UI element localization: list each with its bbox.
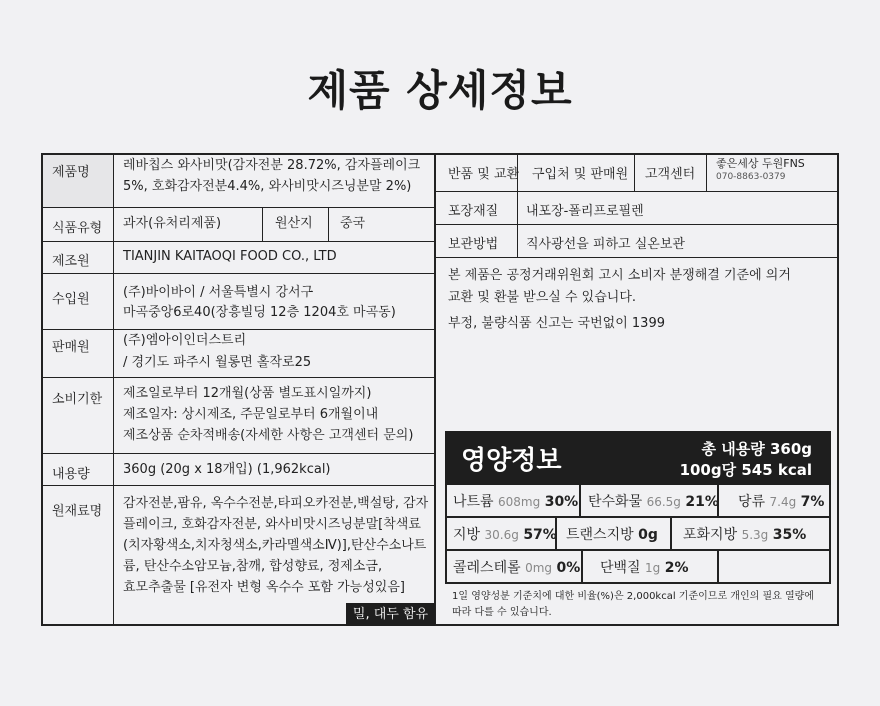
- origin-label: 원산지: [275, 216, 313, 231]
- nutrition-footnote-line-2: 따라 다를 수 있습니다.: [452, 607, 552, 618]
- nutrient-pct: 2%: [664, 560, 689, 576]
- nutrient-pct: 0g: [638, 527, 658, 543]
- nutrient-name: 콜레스테롤: [453, 560, 521, 576]
- nutrient-cholesterol: [453, 557, 580, 577]
- nutrient-amount: 608mg: [498, 495, 541, 509]
- customer-center-name: 좋은세상 두원FNS: [716, 157, 805, 170]
- nutrient-trans-fat: [566, 524, 658, 544]
- origin-value: 중국: [340, 216, 366, 231]
- nutrient-name: 지방: [453, 527, 481, 543]
- notice-line-2: 교환 및 환불 받으실 수 있습니다.: [448, 290, 637, 305]
- expiry-line-3: 제조상품 순차적배송(자세한 사항은 고객센터 문의): [123, 428, 414, 443]
- nutrient-sodium: [453, 491, 578, 511]
- nutrient-pct: 7%: [800, 494, 825, 510]
- importer-label: 수입원: [52, 292, 90, 307]
- nutrition-total: 총 내용량 360g: [701, 440, 812, 458]
- nutrient-name: 트랜스지방: [566, 527, 634, 543]
- allergen-badge: 밀, 대두 함유: [346, 603, 435, 626]
- expiry-line-2: 제조일자: 상시제조, 주문일로부터 6개월이내: [123, 407, 379, 422]
- ingredients-line-1: 감자전분,팜유, 옥수수전분,타피오카전분,백설탕, 감자: [123, 496, 429, 511]
- nutrient-sugars: [738, 491, 824, 511]
- seller-label: 판매원: [52, 340, 90, 355]
- food-type-value: 과자(유처리제품): [123, 216, 222, 231]
- nutrient-amount: 7.4g: [769, 495, 797, 509]
- returns-label: 반품 및 교환: [448, 167, 520, 182]
- returns-place: 구입처 및 판매원: [532, 167, 629, 182]
- ingredients-line-3: (치자황색소,치자청색소,카라멜색소Ⅳ)],탄산수소나트: [123, 538, 427, 553]
- nutrition-per: 100g당 545 kcal: [679, 461, 812, 479]
- customer-center-phone: 070-8863-0379: [716, 172, 786, 182]
- nutrient-amount: 66.5g: [646, 495, 681, 509]
- seller-line-2: / 경기도 파주시 월롱면 홀작로25: [123, 355, 312, 370]
- nutrient-pct: 30%: [544, 494, 579, 510]
- manufacturer-value: TIANJIN KAITAOQI FOOD CO., LTD: [123, 249, 337, 264]
- content-label: 내용량: [52, 467, 90, 482]
- nutrient-saturated-fat: [683, 524, 806, 544]
- nutrient-pct: 0%: [556, 560, 581, 576]
- nutrient-pct: 35%: [772, 527, 807, 543]
- storage-value: 직사광선을 피하고 실온보관: [526, 237, 685, 252]
- ingredients-label: 원재료명: [52, 504, 103, 519]
- nutrient-carbohydrate: [588, 491, 719, 511]
- nutrient-amount: 30.6g: [484, 528, 519, 542]
- nutrition-footnote-line-1: 1일 영양성분 기준치에 대한 비율(%)은 2,000kcal 기준이므로 개인의 필요 열량에: [452, 591, 814, 602]
- nutrient-name: 단백질: [600, 560, 641, 576]
- nutrient-amount: 1g: [645, 561, 661, 575]
- nutrient-name: 포화지방: [683, 527, 738, 543]
- importer-line-2: 마곡중앙6로40(장흥빌딩 12층 1204호 마곡동): [123, 305, 396, 320]
- storage-label: 보관방법: [448, 237, 499, 252]
- expiry-line-1: 제조일로부터 12개월(상품 별도표시일까지): [123, 386, 372, 401]
- product-name-line-1: 레바칩스 와사비맛(감자전분 28.72%, 감자플레이크: [123, 158, 421, 173]
- nutrient-fat: [453, 524, 557, 544]
- ingredients-line-2: 플레이크, 호화감자전분, 와사비맛시즈닝분말[착색료: [123, 517, 421, 532]
- ingredients-line-4: 륨, 탄산수소암모늄,참깨, 합성향료, 정제소금,: [123, 559, 383, 574]
- page-title: 제품 상세정보: [307, 66, 573, 115]
- packaging-value: 내포장-폴리프로필렌: [526, 204, 644, 219]
- food-type-label: 식품유형: [52, 221, 103, 236]
- nutrient-amount: 0mg: [525, 561, 553, 575]
- notice-line-3: 부정, 불량식품 신고는 국번없이 1399: [448, 316, 665, 331]
- nutrient-pct: 21%: [685, 494, 719, 510]
- ingredients-line-5: 효모추출물 [유전자 변형 옥수수 포함 가능성있음]: [123, 580, 405, 595]
- nutrient-amount: 5.3g: [741, 528, 769, 542]
- expiry-label: 소비기한: [52, 392, 103, 407]
- nutrition-title: 영양정보: [461, 446, 562, 476]
- importer-line-1: (주)바이바이 / 서울특별시 강서구: [123, 285, 314, 300]
- nutrient-protein: [600, 557, 689, 577]
- nutrient-name: 나트륨: [453, 494, 494, 510]
- seller-line-1: (주)엠아이인더스트리: [123, 333, 247, 348]
- manufacturer-label: 제조원: [52, 254, 90, 269]
- product-name-label: 제품명: [52, 165, 90, 180]
- product-name-line-2: 5%, 호화감자전분4.4%, 와사비맛시즈닝분말 2%): [123, 179, 412, 194]
- nutrient-name: 당류: [738, 494, 766, 510]
- nutrient-pct: 57%: [523, 527, 557, 543]
- nutrient-name: 탄수화물: [588, 494, 643, 510]
- customer-center-label: 고객센터: [645, 167, 696, 182]
- content-value: 360g (20g x 18개입) (1,962kcal): [123, 462, 331, 477]
- packaging-label: 포장재질: [448, 204, 499, 219]
- notice-line-1: 본 제품은 공정거래위원회 고시 소비자 분쟁해결 기준에 의거: [448, 268, 791, 283]
